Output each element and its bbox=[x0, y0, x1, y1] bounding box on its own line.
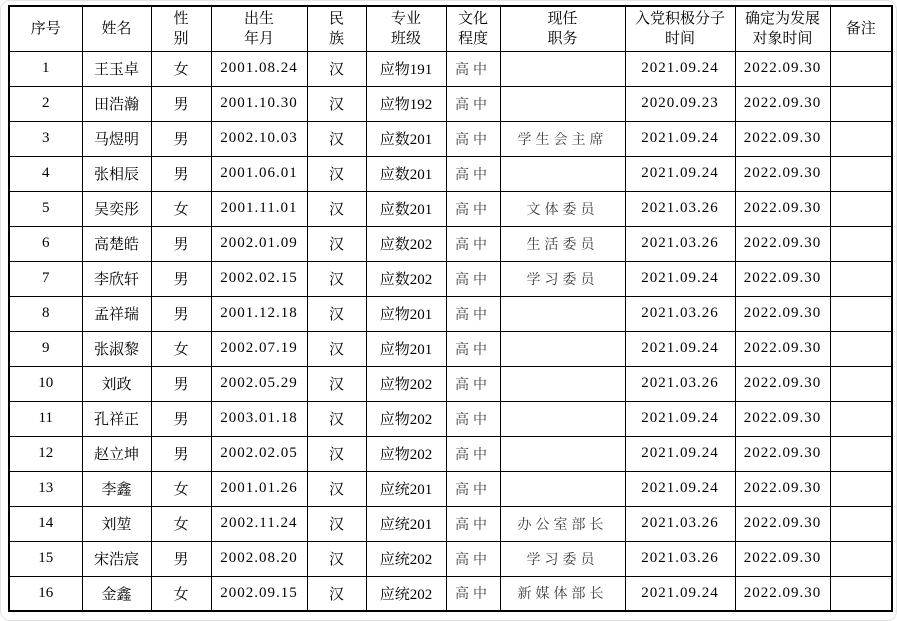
table-cell: 2002.11.24 bbox=[211, 506, 307, 541]
table-cell: 汉 bbox=[307, 191, 366, 226]
table-cell bbox=[500, 296, 625, 331]
table-cell: 2001.10.30 bbox=[211, 86, 307, 121]
table-cell: 应数202 bbox=[366, 226, 446, 261]
table-cell: 2001.01.26 bbox=[211, 471, 307, 506]
table-row bbox=[9, 296, 892, 331]
table-cell: 2021.09.24 bbox=[625, 51, 735, 86]
table-cell: 高中 bbox=[446, 436, 500, 471]
table-cell: 赵立坤 bbox=[82, 436, 151, 471]
table-cell: 2021.03.26 bbox=[625, 226, 735, 261]
column-header bbox=[625, 6, 735, 51]
table-cell bbox=[830, 121, 892, 156]
table-cell: 宋浩宸 bbox=[82, 541, 151, 576]
table-cell: 16 bbox=[9, 576, 82, 611]
table-cell: 高中 bbox=[446, 86, 500, 121]
table-cell: 金鑫 bbox=[82, 576, 151, 611]
table-cell: 女 bbox=[151, 471, 211, 506]
table-cell: 2022.09.30 bbox=[735, 261, 830, 296]
table-row bbox=[9, 156, 892, 191]
column-header-line: 班级 bbox=[390, 30, 421, 47]
table-cell: 13 bbox=[9, 471, 82, 506]
table-cell: 2002.02.15 bbox=[211, 261, 307, 296]
table-cell: 应物192 bbox=[366, 86, 446, 121]
table-cell: 2022.09.30 bbox=[735, 226, 830, 261]
table-cell: 学习委员 bbox=[500, 541, 625, 576]
table-cell: 吴奕彤 bbox=[82, 191, 151, 226]
table-cell: 生活委员 bbox=[500, 226, 625, 261]
table-cell: 应统201 bbox=[366, 471, 446, 506]
table-cell: 女 bbox=[151, 191, 211, 226]
table-row bbox=[9, 261, 892, 296]
table-cell bbox=[500, 156, 625, 191]
table-cell: 应物201 bbox=[366, 296, 446, 331]
column-header-line: 族 bbox=[328, 30, 344, 47]
table-row bbox=[9, 471, 892, 506]
column-header-line: 职务 bbox=[547, 30, 578, 47]
table-cell: 15 bbox=[9, 541, 82, 576]
column-header-line: 文化 bbox=[457, 10, 488, 27]
table-cell bbox=[830, 261, 892, 296]
table-cell bbox=[830, 366, 892, 401]
table-cell: 2021.03.26 bbox=[625, 296, 735, 331]
table-cell: 应物202 bbox=[366, 436, 446, 471]
column-header-line: 现任 bbox=[547, 10, 578, 27]
table-cell: 2021.09.24 bbox=[625, 436, 735, 471]
table-cell: 张相辰 bbox=[82, 156, 151, 191]
table-cell: 汉 bbox=[307, 541, 366, 576]
table-cell bbox=[500, 331, 625, 366]
column-header bbox=[151, 6, 211, 51]
table-cell: 2002.10.03 bbox=[211, 121, 307, 156]
table-cell: 应物202 bbox=[366, 366, 446, 401]
table-cell: 2002.09.15 bbox=[211, 576, 307, 611]
table-cell: 2021.09.24 bbox=[625, 121, 735, 156]
table-cell: 新媒体部长 bbox=[500, 576, 625, 611]
table-cell: 李鑫 bbox=[82, 471, 151, 506]
table-cell: 2022.09.30 bbox=[735, 121, 830, 156]
column-header bbox=[307, 6, 366, 51]
table-cell: 2020.09.23 bbox=[625, 86, 735, 121]
table-cell bbox=[830, 401, 892, 436]
table-cell: 应数201 bbox=[366, 156, 446, 191]
table-cell: 2001.11.01 bbox=[211, 191, 307, 226]
table-cell: 汉 bbox=[307, 86, 366, 121]
table-cell: 2021.03.26 bbox=[625, 191, 735, 226]
table-cell: 3 bbox=[9, 121, 82, 156]
table-cell: 2022.09.30 bbox=[735, 191, 830, 226]
table-cell: 学生会主席 bbox=[500, 121, 625, 156]
table-cell: 男 bbox=[151, 401, 211, 436]
table-cell: 男 bbox=[151, 121, 211, 156]
table-cell: 高中 bbox=[446, 296, 500, 331]
column-header bbox=[735, 6, 830, 51]
table-cell: 王玉卓 bbox=[82, 51, 151, 86]
column-header-line: 确定为发展 bbox=[744, 10, 820, 27]
column-header bbox=[500, 6, 625, 51]
table-row bbox=[9, 191, 892, 226]
table-cell: 男 bbox=[151, 86, 211, 121]
table-cell: 2021.03.26 bbox=[625, 506, 735, 541]
column-header bbox=[211, 6, 307, 51]
table-row bbox=[9, 51, 892, 86]
column-header-line: 出生 bbox=[243, 10, 274, 27]
table-cell bbox=[830, 86, 892, 121]
table-row bbox=[9, 366, 892, 401]
table-cell: 女 bbox=[151, 506, 211, 541]
table-cell: 汉 bbox=[307, 121, 366, 156]
table-row bbox=[9, 226, 892, 261]
table-cell: 2022.09.30 bbox=[735, 366, 830, 401]
table-cell: 2001.06.01 bbox=[211, 156, 307, 191]
table-cell: 2022.09.30 bbox=[735, 506, 830, 541]
table-cell: 汉 bbox=[307, 331, 366, 366]
table-cell: 高中 bbox=[446, 506, 500, 541]
column-header bbox=[366, 6, 446, 51]
column-header-line: 序号 bbox=[30, 20, 61, 37]
table-cell: 2 bbox=[9, 86, 82, 121]
table-cell: 2002.01.09 bbox=[211, 226, 307, 261]
table-cell: 女 bbox=[151, 331, 211, 366]
table-cell: 2022.09.30 bbox=[735, 331, 830, 366]
table-cell: 2022.09.30 bbox=[735, 436, 830, 471]
table-cell: 男 bbox=[151, 366, 211, 401]
table-cell: 2022.09.30 bbox=[735, 51, 830, 86]
table-cell: 汉 bbox=[307, 366, 366, 401]
table-cell: 女 bbox=[151, 51, 211, 86]
table-cell: 办公室部长 bbox=[500, 506, 625, 541]
table-cell: 田浩瀚 bbox=[82, 86, 151, 121]
table-cell bbox=[500, 436, 625, 471]
table-cell: 汉 bbox=[307, 296, 366, 331]
column-header-line: 备注 bbox=[845, 20, 876, 37]
table-cell: 女 bbox=[151, 576, 211, 611]
table-cell: 9 bbox=[9, 331, 82, 366]
table-row bbox=[9, 436, 892, 471]
table-cell: 男 bbox=[151, 296, 211, 331]
table-cell: 应统201 bbox=[366, 506, 446, 541]
table-cell: 10 bbox=[9, 366, 82, 401]
table-row bbox=[9, 576, 892, 611]
table-cell: 汉 bbox=[307, 156, 366, 191]
column-header bbox=[830, 6, 892, 51]
table-cell: 2002.07.19 bbox=[211, 331, 307, 366]
table-cell: 2021.09.24 bbox=[625, 401, 735, 436]
table-cell: 汉 bbox=[307, 226, 366, 261]
column-header-line: 性 bbox=[173, 10, 189, 27]
table-cell: 张淑黎 bbox=[82, 331, 151, 366]
table-cell: 男 bbox=[151, 541, 211, 576]
column-header-line: 年月 bbox=[243, 30, 274, 47]
table-cell: 孟祥瑞 bbox=[82, 296, 151, 331]
table-cell: 李欣轩 bbox=[82, 261, 151, 296]
table-cell: 高中 bbox=[446, 261, 500, 296]
table-cell: 1 bbox=[9, 51, 82, 86]
table-cell: 高中 bbox=[446, 121, 500, 156]
table-cell: 汉 bbox=[307, 576, 366, 611]
table-cell: 2002.08.20 bbox=[211, 541, 307, 576]
table-cell: 应物201 bbox=[366, 331, 446, 366]
table-cell: 高中 bbox=[446, 401, 500, 436]
table-cell: 高中 bbox=[446, 541, 500, 576]
table-cell: 2021.09.24 bbox=[625, 261, 735, 296]
table-row bbox=[9, 331, 892, 366]
table-cell bbox=[830, 576, 892, 611]
table-cell: 高中 bbox=[446, 331, 500, 366]
table-cell: 男 bbox=[151, 261, 211, 296]
column-header-line: 姓名 bbox=[101, 20, 132, 37]
table-cell: 高中 bbox=[446, 51, 500, 86]
table-cell: 高中 bbox=[446, 576, 500, 611]
column-header-line: 专业 bbox=[390, 10, 421, 27]
table-cell bbox=[830, 156, 892, 191]
table-cell bbox=[830, 436, 892, 471]
table-cell bbox=[830, 506, 892, 541]
table-cell: 马煜明 bbox=[82, 121, 151, 156]
table-cell: 汉 bbox=[307, 471, 366, 506]
table-cell bbox=[830, 296, 892, 331]
table-cell: 2021.09.24 bbox=[625, 156, 735, 191]
table-cell: 高中 bbox=[446, 156, 500, 191]
table-row bbox=[9, 541, 892, 576]
table-cell: 2021.03.26 bbox=[625, 541, 735, 576]
table-cell: 7 bbox=[9, 261, 82, 296]
table-cell bbox=[500, 51, 625, 86]
table-cell bbox=[830, 471, 892, 506]
column-header-line: 程度 bbox=[457, 30, 488, 47]
table-cell: 应统202 bbox=[366, 541, 446, 576]
table-cell: 应数201 bbox=[366, 121, 446, 156]
table-cell: 2022.09.30 bbox=[735, 296, 830, 331]
table-cell: 汉 bbox=[307, 436, 366, 471]
table-cell: 应数202 bbox=[366, 261, 446, 296]
column-header bbox=[82, 6, 151, 51]
table-cell: 2002.02.05 bbox=[211, 436, 307, 471]
table-cell: 高楚皓 bbox=[82, 226, 151, 261]
table-cell: 男 bbox=[151, 156, 211, 191]
table-cell bbox=[500, 401, 625, 436]
table-cell: 2022.09.30 bbox=[735, 401, 830, 436]
table-body bbox=[9, 51, 892, 611]
table-cell: 高中 bbox=[446, 191, 500, 226]
column-header-line: 时间 bbox=[664, 30, 695, 47]
table-cell: 汉 bbox=[307, 401, 366, 436]
table-cell: 高中 bbox=[446, 226, 500, 261]
column-header bbox=[446, 6, 500, 51]
header-row bbox=[9, 6, 892, 51]
table-cell bbox=[500, 366, 625, 401]
table-cell: 汉 bbox=[307, 261, 366, 296]
column-header-line: 对象时间 bbox=[752, 30, 813, 47]
table-cell bbox=[830, 226, 892, 261]
table-cell: 2021.03.26 bbox=[625, 366, 735, 401]
table-cell: 应物191 bbox=[366, 51, 446, 86]
table-cell: 应统202 bbox=[366, 576, 446, 611]
table-cell bbox=[830, 191, 892, 226]
table-cell: 2021.09.24 bbox=[625, 471, 735, 506]
table-cell: 2003.01.18 bbox=[211, 401, 307, 436]
table-cell: 14 bbox=[9, 506, 82, 541]
table-cell bbox=[830, 541, 892, 576]
table-cell: 应物202 bbox=[366, 401, 446, 436]
table-cell: 高中 bbox=[446, 471, 500, 506]
table-row bbox=[9, 86, 892, 121]
table-row bbox=[9, 506, 892, 541]
table-cell: 5 bbox=[9, 191, 82, 226]
table-cell: 汉 bbox=[307, 506, 366, 541]
table-cell: 6 bbox=[9, 226, 82, 261]
table-cell: 11 bbox=[9, 401, 82, 436]
table-cell bbox=[500, 471, 625, 506]
table-cell: 2001.12.18 bbox=[211, 296, 307, 331]
table-cell: 2021.09.24 bbox=[625, 331, 735, 366]
table-row bbox=[9, 121, 892, 156]
table-cell: 孔祥正 bbox=[82, 401, 151, 436]
table-cell: 8 bbox=[9, 296, 82, 331]
table-cell: 刘堃 bbox=[82, 506, 151, 541]
column-header-line: 民 bbox=[328, 10, 344, 27]
table-cell: 2022.09.30 bbox=[735, 86, 830, 121]
table-cell: 2022.09.30 bbox=[735, 156, 830, 191]
column-header-line: 入党积极分子 bbox=[634, 10, 725, 27]
table-cell: 2001.08.24 bbox=[211, 51, 307, 86]
table-cell: 应数201 bbox=[366, 191, 446, 226]
table-cell: 12 bbox=[9, 436, 82, 471]
table-cell bbox=[500, 86, 625, 121]
table-row bbox=[9, 401, 892, 436]
roster-table bbox=[8, 5, 893, 612]
table-cell: 2002.05.29 bbox=[211, 366, 307, 401]
table-cell: 男 bbox=[151, 436, 211, 471]
table-cell bbox=[830, 331, 892, 366]
table-cell bbox=[830, 51, 892, 86]
column-header bbox=[9, 6, 82, 51]
table-cell: 2022.09.30 bbox=[735, 471, 830, 506]
table-cell: 2022.09.30 bbox=[735, 541, 830, 576]
table-cell: 男 bbox=[151, 226, 211, 261]
column-header-line: 别 bbox=[173, 30, 189, 47]
table-cell: 刘政 bbox=[82, 366, 151, 401]
table-cell: 2022.09.30 bbox=[735, 576, 830, 611]
table-cell: 4 bbox=[9, 156, 82, 191]
table-cell: 汉 bbox=[307, 51, 366, 86]
table-cell: 2021.09.24 bbox=[625, 576, 735, 611]
table-cell: 学习委员 bbox=[500, 261, 625, 296]
table-cell: 文体委员 bbox=[500, 191, 625, 226]
table-cell: 高中 bbox=[446, 366, 500, 401]
